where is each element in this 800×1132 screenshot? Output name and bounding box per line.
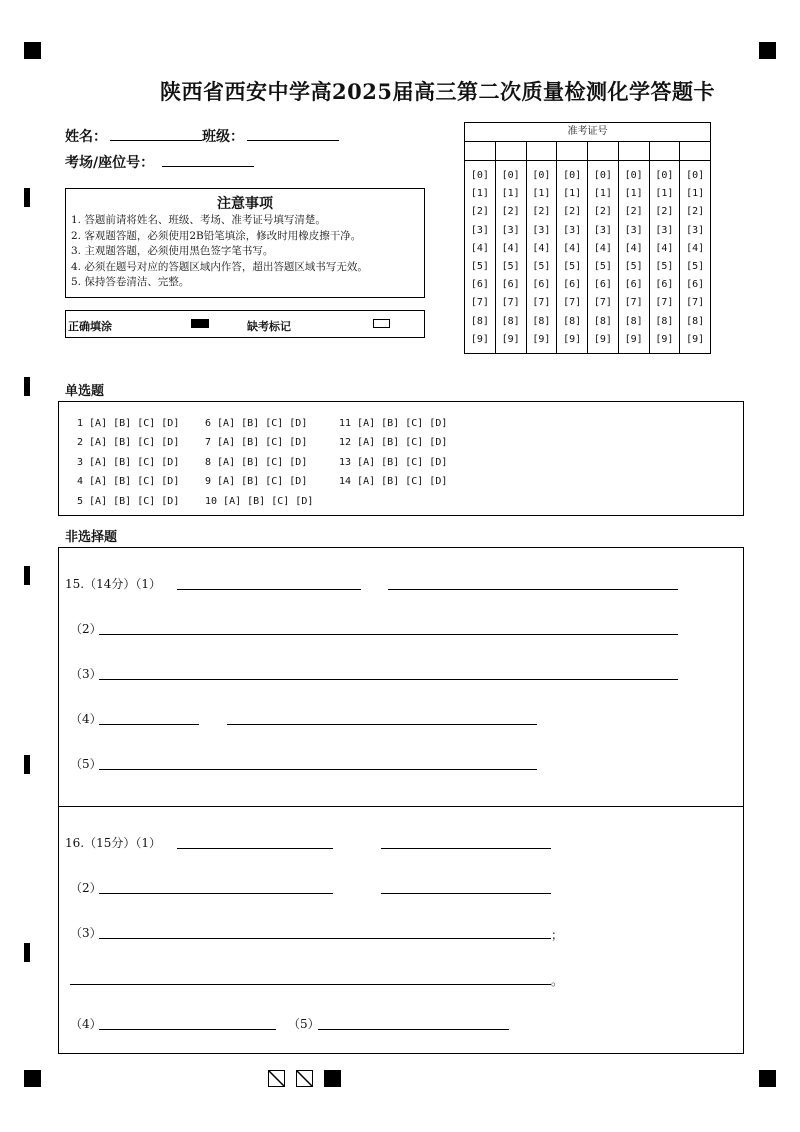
exam-id-bubble[interactable]: [8] — [470, 315, 489, 327]
exam-id-column — [496, 142, 527, 353]
exam-id-bubble[interactable]: [1] — [686, 188, 705, 200]
exam-id-grid — [464, 122, 711, 354]
exam-id-bubble[interactable]: [2] — [655, 206, 674, 218]
exam-id-bubble[interactable]: [0] — [686, 170, 705, 181]
exam-id-bubble[interactable]: [9] — [563, 333, 582, 345]
exam-id-bubble[interactable]: [6] — [532, 279, 551, 291]
exam-id-bubble[interactable]: [3] — [532, 224, 551, 236]
choice-row[interactable]: 11 [A] [B] [C] [D] — [339, 418, 448, 429]
q16-2-answer-a[interactable] — [99, 893, 333, 894]
question-divider — [58, 806, 744, 807]
exam-id-bubble[interactable]: [8] — [501, 315, 520, 327]
exam-id-bubble[interactable]: [6] — [563, 279, 582, 291]
choice-row[interactable]: 10 [A] [B] [C] [D] — [205, 495, 314, 507]
exam-id-bubble[interactable]: [2] — [624, 206, 643, 218]
exam-id-bubble[interactable]: [4] — [470, 242, 489, 254]
choice-row[interactable]: 2 [A] [B] [C] [D] — [77, 437, 180, 449]
timing-mark — [24, 377, 30, 396]
exam-id-column — [680, 142, 710, 353]
correct-fill-sample — [191, 319, 209, 328]
exam-id-bubble[interactable]: [3] — [470, 224, 489, 236]
fill-legend — [65, 310, 425, 338]
exam-id-write-cell[interactable] — [557, 142, 587, 161]
choice-row[interactable]: 7 [A] [B] [C] [D] — [205, 437, 308, 449]
exam-id-bubble[interactable]: [3] — [624, 224, 643, 236]
exam-id-bubble[interactable]: [7] — [532, 297, 551, 309]
exam-id-bubble[interactable]: [8] — [532, 315, 551, 327]
q15-2-answer[interactable] — [99, 634, 678, 635]
timing-mark — [24, 566, 30, 585]
choice-row[interactable]: 13 [A] [B] [C] [D] — [339, 456, 448, 468]
exam-id-bubble[interactable]: [7] — [593, 297, 612, 309]
exam-id-column — [527, 142, 558, 353]
page-index-mark — [296, 1070, 313, 1087]
exam-id-header: 准考证号 — [465, 123, 710, 142]
timing-mark — [24, 188, 30, 207]
exam-id-bubble[interactable]: [5] — [470, 261, 489, 273]
class-field[interactable] — [247, 140, 339, 141]
q16-3-period: 。 — [551, 974, 564, 988]
q16-2-answer-b[interactable] — [381, 893, 551, 894]
name-label: 姓名： — [65, 129, 107, 145]
registration-mark-bottom-left — [24, 1070, 41, 1087]
exam-id-column — [557, 142, 588, 353]
notice-line: 1. 答题前请将姓名、班级、考场、准考证号填写清楚。 — [71, 214, 326, 226]
q16-5-answer[interactable] — [318, 1029, 509, 1030]
q15-4-answer-a[interactable] — [99, 724, 199, 725]
registration-mark-top-left — [24, 42, 41, 59]
exam-id-column — [650, 142, 681, 353]
q15-3-answer[interactable] — [99, 679, 678, 680]
notice-line: 5. 保持答卷清洁、完整。 — [71, 276, 190, 288]
q16-1-answer-b[interactable] — [381, 848, 551, 849]
exam-id-bubble[interactable]: [1] — [655, 188, 674, 200]
exam-id-bubble[interactable]: [4] — [593, 242, 612, 254]
exam-id-bubble[interactable]: [0] — [563, 170, 582, 181]
exam-id-bubble[interactable]: [7] — [470, 297, 489, 309]
q16-3-answer-b[interactable] — [70, 984, 551, 985]
q16-3-semicolon: ； — [551, 928, 564, 942]
room-seat-field[interactable] — [162, 166, 254, 167]
exam-id-bubble[interactable]: [0] — [532, 170, 551, 181]
exam-id-bubble[interactable]: [3] — [501, 224, 520, 236]
exam-id-bubble[interactable]: [3] — [563, 224, 582, 236]
exam-id-bubble[interactable]: [8] — [624, 315, 643, 327]
exam-id-bubble[interactable]: [8] — [563, 315, 582, 327]
name-field[interactable] — [110, 140, 202, 141]
exam-id-bubble[interactable]: [5] — [501, 261, 520, 273]
exam-id-bubble[interactable]: [7] — [624, 297, 643, 309]
exam-id-bubble[interactable]: [6] — [686, 279, 705, 291]
exam-id-bubble[interactable]: [8] — [655, 315, 674, 327]
q16-4-answer[interactable] — [99, 1029, 276, 1030]
exam-id-bubble[interactable]: [4] — [501, 242, 520, 254]
exam-id-bubble[interactable]: [8] — [593, 315, 612, 327]
exam-id-bubble[interactable]: [0] — [624, 170, 643, 181]
notice-title: 注意事项 — [217, 196, 273, 212]
exam-id-bubble[interactable]: [4] — [686, 242, 705, 254]
timing-mark — [24, 943, 30, 962]
choice-row[interactable]: 6 [A] [B] [C] [D] — [205, 418, 308, 429]
exam-id-bubble[interactable]: [1] — [593, 188, 612, 200]
q15-1-answer-a[interactable] — [177, 589, 361, 590]
q15-part-5: （5） — [70, 757, 102, 771]
exam-id-bubble[interactable]: [5] — [686, 261, 705, 273]
exam-id-column — [619, 142, 650, 353]
q16-head: 16.（15分）（1） — [65, 836, 161, 850]
room-seat-label: 考场/座位号： — [65, 155, 155, 171]
notice-line: 2. 客观题答题，必须使用2B铅笔填涂，修改时用橡皮擦干净。 — [71, 229, 362, 242]
q15-head: 15.（14分）（1） — [65, 577, 161, 591]
exam-id-bubble[interactable]: [9] — [624, 333, 643, 345]
exam-id-bubble[interactable]: [1] — [470, 188, 489, 200]
exam-id-bubble[interactable]: [5] — [655, 261, 674, 273]
exam-id-column — [588, 142, 619, 353]
choice-row[interactable]: 3 [A] [B] [C] [D] — [77, 456, 180, 468]
exam-id-bubble[interactable]: [9] — [593, 333, 612, 345]
choice-row[interactable]: 12 [A] [B] [C] [D] — [339, 437, 448, 449]
exam-id-bubble[interactable]: [7] — [655, 297, 674, 309]
exam-id-bubble[interactable]: [2] — [686, 206, 705, 218]
exam-id-bubble[interactable]: [0] — [501, 170, 520, 181]
notice-line: 4. 必须在题号对应的答题区域内作答，超出答题区域书写无效。 — [71, 260, 368, 273]
exam-id-bubble[interactable]: [9] — [686, 333, 705, 345]
exam-id-bubble[interactable]: [0] — [655, 170, 674, 181]
q16-part-4: （4） — [70, 1017, 102, 1031]
exam-id-bubble[interactable]: [2] — [593, 206, 612, 218]
exam-id-write-cell[interactable] — [496, 142, 526, 161]
exam-id-bubble[interactable]: [3] — [593, 224, 612, 236]
q15-part-4: （4） — [70, 712, 102, 726]
q15-5-answer[interactable] — [99, 769, 537, 770]
choice-row[interactable]: 14 [A] [B] [C] [D] — [339, 476, 448, 488]
exam-id-bubble[interactable]: [7] — [501, 297, 520, 309]
exam-id-write-cell[interactable] — [465, 142, 495, 161]
exam-id-bubble[interactable]: [7] — [563, 297, 582, 309]
exam-id-bubble[interactable]: [6] — [593, 279, 612, 291]
q16-part-2: （2） — [70, 881, 102, 895]
exam-id-bubble[interactable]: [6] — [655, 279, 674, 291]
exam-id-bubble[interactable]: [9] — [532, 333, 551, 345]
q16-part-3: （3） — [70, 926, 102, 940]
exam-id-bubble[interactable]: [9] — [470, 333, 489, 345]
notice-line: 3. 主观题答题，必须使用黑色签字笔书写。 — [71, 245, 274, 257]
exam-id-bubble[interactable]: [2] — [532, 206, 551, 218]
exam-id-bubble[interactable]: [0] — [593, 170, 612, 181]
exam-id-bubble[interactable]: [3] — [655, 224, 674, 236]
absent-mark-label: 缺考标记 — [247, 320, 291, 333]
exam-id-bubble[interactable]: [0] — [470, 170, 489, 181]
exam-id-write-cell[interactable] — [619, 142, 649, 161]
exam-id-bubble[interactable]: [6] — [501, 279, 520, 291]
q15-part-3: （3） — [70, 667, 102, 681]
choice-row[interactable]: 8 [A] [B] [C] [D] — [205, 456, 308, 468]
choice-row[interactable]: 1 [A] [B] [C] [D] — [77, 418, 180, 429]
q16-3-answer-a[interactable] — [99, 938, 551, 939]
choice-row[interactable]: 4 [A] [B] [C] [D] — [77, 476, 180, 488]
exam-id-bubble[interactable]: [2] — [501, 206, 520, 218]
registration-mark-bottom-right — [759, 1070, 776, 1087]
exam-id-bubble[interactable]: [9] — [655, 333, 674, 345]
q15-part-2: （2） — [70, 622, 102, 636]
exam-id-bubble[interactable]: [2] — [470, 206, 489, 218]
timing-mark — [24, 755, 30, 774]
exam-id-bubble[interactable]: [9] — [501, 333, 520, 345]
exam-id-bubble[interactable]: [7] — [686, 297, 705, 309]
exam-id-bubble[interactable]: [4] — [624, 242, 643, 254]
exam-id-bubble[interactable]: [5] — [563, 261, 582, 273]
exam-id-bubble[interactable]: [1] — [501, 188, 520, 200]
choice-row[interactable]: 9 [A] [B] [C] [D] — [205, 476, 308, 488]
choice-row[interactable]: 5 [A] [B] [C] [D] — [77, 495, 180, 507]
page-index-mark-filled — [324, 1070, 341, 1087]
exam-id-column — [465, 142, 496, 353]
exam-id-bubble[interactable]: [1] — [563, 188, 582, 200]
exam-id-bubble[interactable]: [8] — [686, 315, 705, 327]
q16-1-answer-a[interactable] — [177, 848, 333, 849]
single-choice-box — [58, 401, 744, 516]
exam-id-bubble[interactable]: [1] — [532, 188, 551, 200]
exam-id-bubble[interactable]: [5] — [624, 261, 643, 273]
page-title: 陕西省西安中学高2025届高三第二次质量检测化学答题卡 — [160, 79, 715, 104]
exam-id-bubble[interactable]: [4] — [532, 242, 551, 254]
page-index-mark — [268, 1070, 285, 1087]
q16-part-5: （5） — [288, 1017, 320, 1031]
exam-id-write-cell[interactable] — [650, 142, 680, 161]
exam-id-bubble[interactable]: [4] — [655, 242, 674, 254]
q15-1-answer-b[interactable] — [388, 589, 678, 590]
exam-id-bubble[interactable]: [6] — [624, 279, 643, 291]
q15-4-answer-b[interactable] — [227, 724, 537, 725]
single-choice-label: 单选题 — [65, 384, 105, 399]
absent-mark-box[interactable] — [373, 319, 390, 328]
non-choice-box — [58, 547, 744, 1054]
exam-id-bubble[interactable]: [3] — [686, 224, 705, 236]
exam-id-write-cell[interactable] — [588, 142, 618, 161]
exam-id-bubble[interactable]: [6] — [470, 279, 489, 291]
exam-id-write-cell[interactable] — [680, 142, 710, 161]
correct-fill-label: 正确填涂 — [68, 320, 112, 333]
non-choice-label: 非选择题 — [65, 530, 118, 545]
notice-box — [65, 188, 425, 298]
exam-id-bubble[interactable]: [1] — [624, 188, 643, 200]
exam-id-bubble[interactable]: [5] — [532, 261, 551, 273]
exam-id-bubble[interactable]: [4] — [563, 242, 582, 254]
exam-id-bubble[interactable]: [2] — [563, 206, 582, 218]
registration-mark-top-right — [759, 42, 776, 59]
class-label: 班级： — [202, 129, 244, 145]
exam-id-write-cell[interactable] — [527, 142, 557, 161]
exam-id-bubble[interactable]: [5] — [593, 261, 612, 273]
